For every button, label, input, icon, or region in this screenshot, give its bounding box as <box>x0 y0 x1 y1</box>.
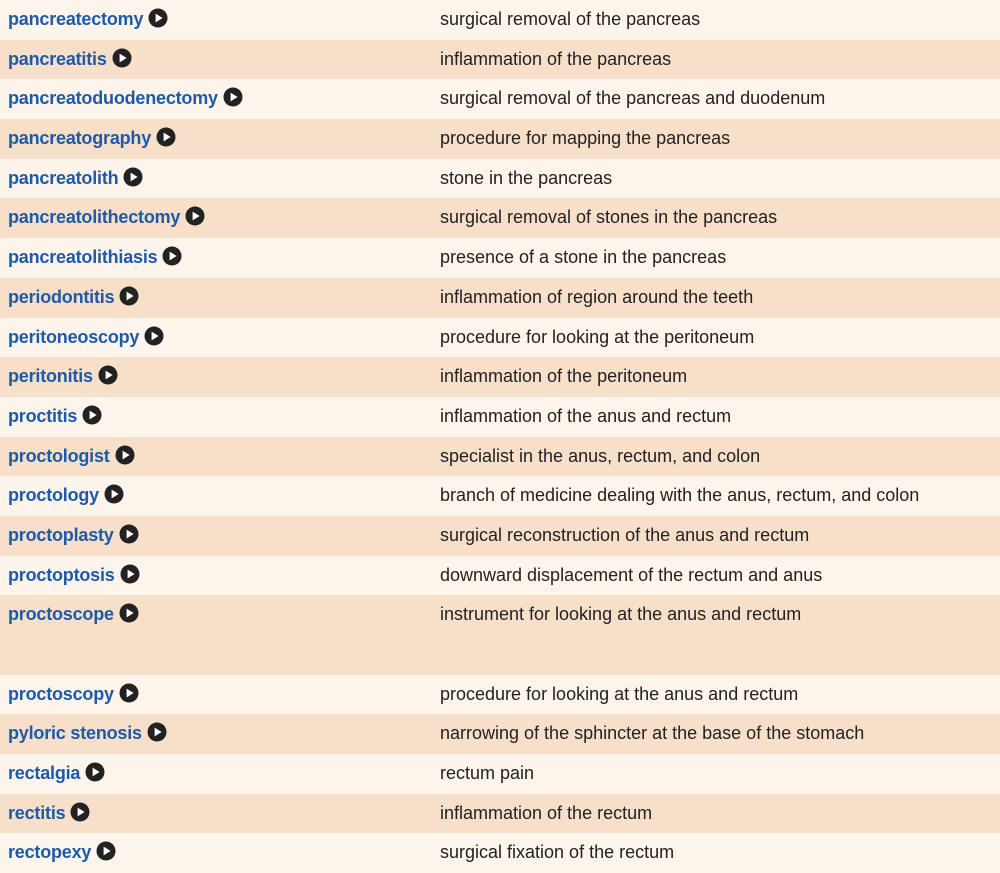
table-row <box>0 40 1000 80</box>
definition-cell: inflammation of the peritoneum <box>432 357 1000 397</box>
term-word[interactable]: pancreatectomy <box>8 9 144 29</box>
term-cell <box>0 437 432 477</box>
table-row <box>0 437 1000 477</box>
table-row <box>0 516 1000 556</box>
term-word[interactable]: peritonitis <box>8 366 93 387</box>
definition-cell: downward displacement of the rectum and anus <box>432 556 1000 596</box>
term-word[interactable]: rectopexy <box>8 842 92 863</box>
term-cell <box>0 238 432 278</box>
play-circle-icon[interactable] <box>119 683 139 703</box>
term-cell <box>0 0 432 40</box>
play-circle-icon[interactable] <box>123 167 143 187</box>
term-word[interactable]: pyloric stenosis <box>8 723 142 744</box>
table-row <box>0 476 1000 516</box>
definition-cell: specialist in the anus, rectum, and colon <box>432 437 1000 477</box>
term-word[interactable]: pancreatoduodenectomy <box>8 88 218 109</box>
term-cell <box>0 476 432 516</box>
table-row <box>0 833 1000 873</box>
term-word[interactable]: pancreatolithectomy <box>8 207 181 228</box>
term-cell <box>0 675 432 715</box>
play-circle-icon[interactable] <box>98 365 118 385</box>
play-circle-icon[interactable] <box>119 286 139 306</box>
term-cell <box>0 556 432 596</box>
definition-cell: inflammation of the rectum <box>432 794 1000 834</box>
term-cell <box>0 833 432 873</box>
definition-cell: instrument for looking at the anus and rectum <box>432 595 1000 674</box>
term-word[interactable]: proctoscope <box>8 604 114 625</box>
term-cell <box>0 754 432 794</box>
term-word[interactable]: periodontitis <box>8 286 115 307</box>
term-word[interactable]: proctology <box>8 485 99 506</box>
table-row <box>0 278 1000 318</box>
term-cell <box>0 40 432 80</box>
play-circle-icon[interactable] <box>85 762 105 782</box>
play-circle-icon[interactable] <box>162 246 182 266</box>
play-circle-icon[interactable] <box>148 8 168 28</box>
definition-cell: procedure for mapping the pancreas <box>432 119 1000 159</box>
table-row <box>0 79 1000 119</box>
play-circle-icon[interactable] <box>119 603 139 623</box>
definition-cell: inflammation of region around the teeth <box>432 278 1000 318</box>
term-cell <box>0 159 432 199</box>
table-row <box>0 675 1000 715</box>
table-row <box>0 357 1000 397</box>
definition-cell: inflammation of the pancreas <box>432 40 1000 80</box>
definition-cell: inflammation of the anus and rectum <box>432 397 1000 437</box>
term-cell <box>0 714 432 754</box>
term-word[interactable]: proctoscopy <box>8 683 114 704</box>
definition-cell: stone in the pancreas <box>432 159 1000 199</box>
definition-cell: rectum pain <box>432 754 1000 794</box>
definition-cell: surgical removal of the pancreas <box>432 0 1000 40</box>
table-row <box>0 714 1000 754</box>
term-cell <box>0 318 432 358</box>
play-circle-icon[interactable] <box>147 722 167 742</box>
term-word[interactable]: proctoptosis <box>8 564 115 585</box>
term-word[interactable]: pancreatolithiasis <box>8 247 158 268</box>
term-cell <box>0 357 432 397</box>
table-row <box>0 754 1000 794</box>
term-word[interactable]: pancreatography <box>8 128 152 149</box>
table-row <box>0 397 1000 437</box>
term-word[interactable]: proctologist <box>8 445 110 466</box>
definition-cell: surgical removal of stones in the pancreas <box>432 198 1000 238</box>
table-row <box>0 556 1000 596</box>
play-circle-icon[interactable] <box>82 405 102 425</box>
term-word[interactable]: pancreatitis <box>8 48 107 69</box>
term-cell <box>0 278 432 318</box>
definition-cell: narrowing of the sphincter at the base of the stomach <box>432 714 1000 754</box>
term-word[interactable]: peritoneoscopy <box>8 326 140 347</box>
term-word[interactable]: pancreatolith <box>8 167 119 188</box>
term-cell <box>0 516 432 556</box>
term-cell <box>0 79 432 119</box>
table-row <box>0 318 1000 358</box>
term-cell <box>0 119 432 159</box>
definition-cell: procedure for looking at the peritoneum <box>432 318 1000 358</box>
table-row <box>0 595 1000 674</box>
play-circle-icon[interactable] <box>156 127 176 147</box>
table-row <box>0 159 1000 199</box>
term-cell <box>0 198 432 238</box>
play-circle-icon[interactable] <box>104 484 124 504</box>
definition-cell: surgical fixation of the rectum <box>432 833 1000 873</box>
play-circle-icon[interactable] <box>144 326 164 346</box>
term-word[interactable]: rectitis <box>8 802 66 823</box>
term-word[interactable]: proctoplasty <box>8 524 114 545</box>
play-circle-icon[interactable] <box>115 445 135 465</box>
table-row <box>0 119 1000 159</box>
definition-cell: branch of medicine dealing with the anus, rectum, and colon <box>432 476 1000 516</box>
play-circle-icon[interactable] <box>96 841 116 861</box>
definition-cell: procedure for looking at the anus and rectum <box>432 675 1000 715</box>
play-circle-icon[interactable] <box>120 564 140 584</box>
table-row <box>0 794 1000 834</box>
table-row <box>0 0 1000 40</box>
definition-cell: presence of a stone in the pancreas <box>432 238 1000 278</box>
term-cell <box>0 595 432 674</box>
play-circle-icon[interactable] <box>223 87 243 107</box>
term-cell <box>0 794 432 834</box>
play-circle-icon[interactable] <box>119 524 139 544</box>
term-word[interactable]: rectalgia <box>8 763 81 784</box>
definition-cell: surgical removal of the pancreas and duodenum <box>432 79 1000 119</box>
term-word[interactable]: proctitis <box>8 405 78 426</box>
play-circle-icon[interactable] <box>70 802 90 822</box>
table-row <box>0 198 1000 238</box>
play-circle-icon[interactable] <box>185 206 205 226</box>
definition-cell: surgical reconstruction of the anus and rectum <box>432 516 1000 556</box>
term-cell <box>0 397 432 437</box>
table-row <box>0 238 1000 278</box>
play-circle-icon[interactable] <box>112 48 132 68</box>
